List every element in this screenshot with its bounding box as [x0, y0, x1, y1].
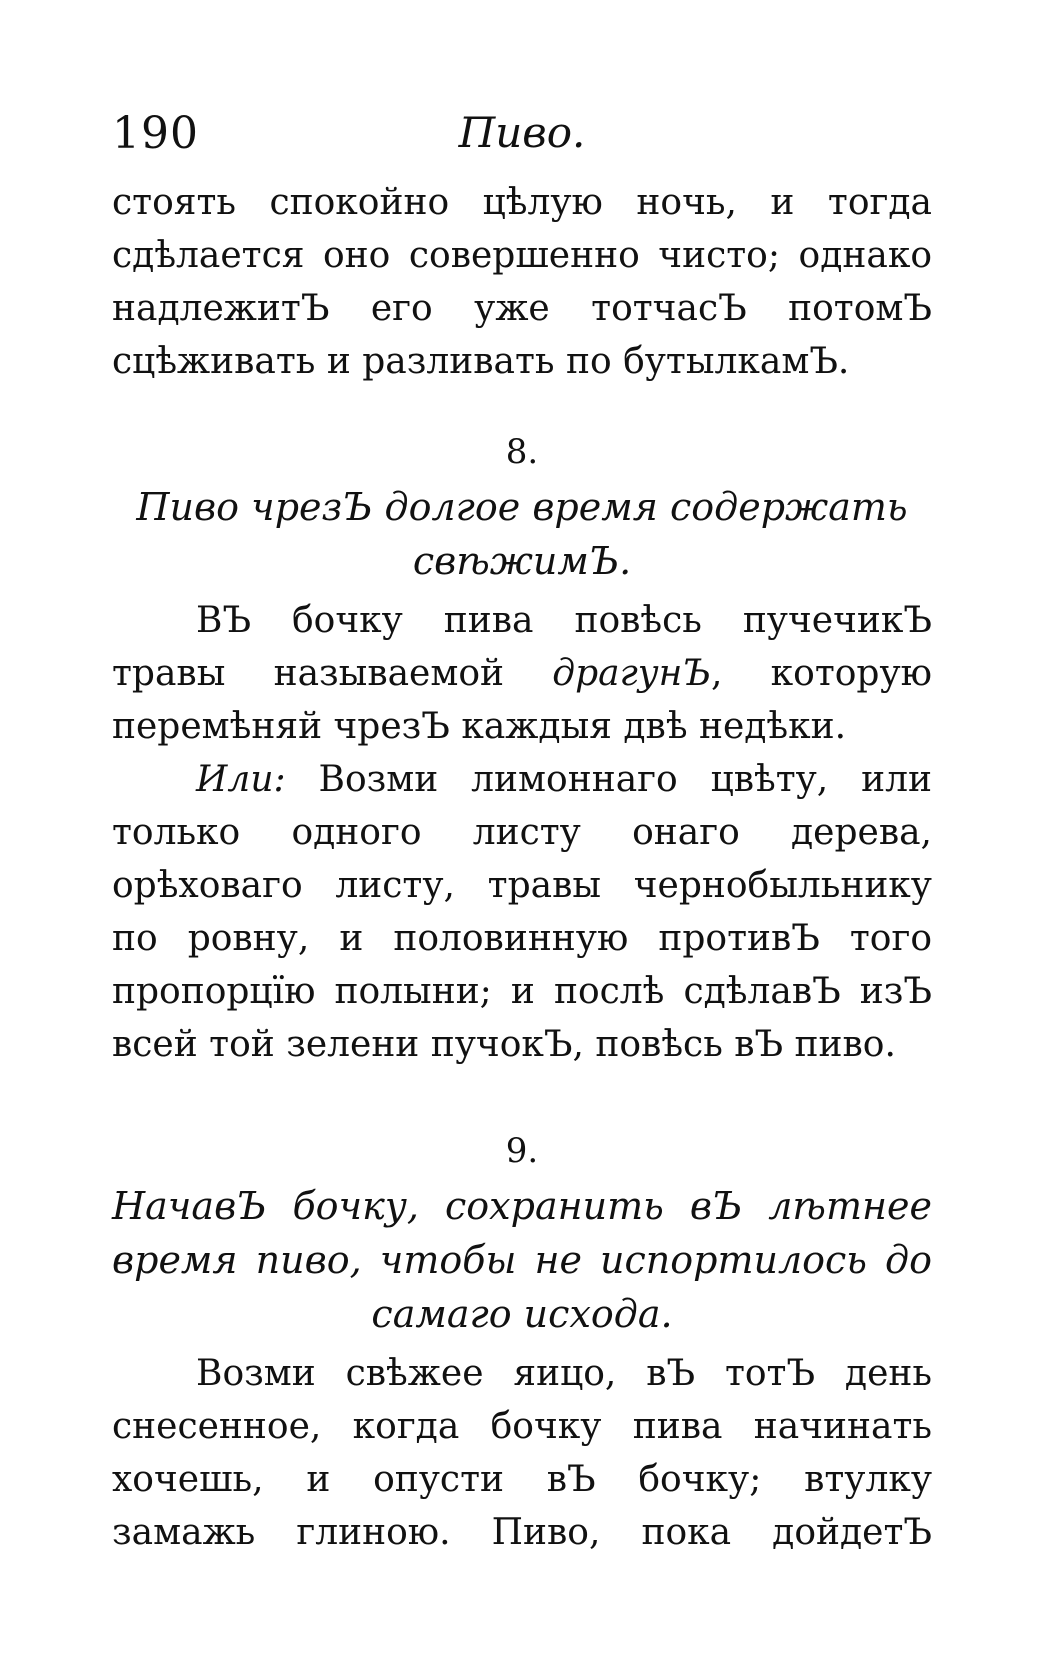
italic-lead: Или: — [196, 759, 286, 800]
paragraph-8-2 — [112, 753, 932, 1071]
running-title: Пиво. — [458, 108, 586, 157]
page-number: 190 — [112, 108, 199, 159]
heading-line: свѣжимЪ. — [412, 539, 632, 583]
text-line: только одного листу онаго дерева, — [112, 812, 932, 853]
heading-line: Пиво чрезЪ долгое время содержать — [136, 485, 908, 529]
text-line: всей той зелени пучокЪ, повѣсь вЪ пиво. — [112, 1024, 896, 1065]
text-line — [112, 753, 932, 806]
text-line: хочешь, и опусти вЪ бочку; втулку — [112, 1459, 932, 1500]
text-run: , которую — [710, 653, 932, 694]
text-line: перемѣняй чрезЪ каждыя двѣ недѣки. — [112, 706, 847, 747]
paragraph-8-1 — [112, 594, 932, 753]
text-line: Возми свѣжее яицо, вЪ тотЪ день — [196, 1353, 932, 1394]
running-head — [112, 96, 932, 176]
text-run: Возми лимоннаго цвѣту, или — [285, 759, 932, 800]
heading-line: время пиво, чтобы не испортилось до — [112, 1238, 932, 1282]
book-page — [112, 96, 932, 1559]
text-line: стоять спокойно цѣлую ночь, и тогда — [112, 182, 932, 223]
section-heading-9 — [112, 1179, 932, 1341]
text-line: орѣховаго листу, травы чернобыльнику — [112, 865, 932, 906]
section-number-8: 8. — [505, 432, 539, 472]
text-line: надлежитЪ его уже тотчасЪ потомЪ — [112, 288, 932, 329]
heading-line: НачавЪ бочку, сохранить вЪ лѣтнее — [112, 1184, 932, 1228]
text-run: травы называемой — [112, 653, 553, 694]
italic-term: драгунЪ — [552, 653, 711, 694]
section-number-9: 9. — [505, 1131, 539, 1171]
text-line: снесенное, когда бочку пива начинать — [112, 1406, 932, 1447]
section-heading-8 — [112, 480, 932, 588]
text-line: сдѣлается оно совершенно чисто; однако — [112, 235, 932, 276]
intro-paragraph — [112, 176, 932, 388]
text-line: сцѣживать и разливать по бутылкамЪ. — [112, 341, 850, 382]
paragraph-9-1 — [112, 1347, 932, 1559]
text-line: по ровну, и половинную противЪ того — [112, 918, 932, 959]
text-line: ВЪ бочку пива повѣсь пучечикЪ — [196, 600, 932, 641]
text-line — [112, 647, 932, 700]
text-line: замажь глиною. Пиво, пока дойдетЪ — [112, 1512, 932, 1553]
text-line: пропорцїю полыни; и послѣ сдѣлавЪ изЪ — [112, 971, 932, 1012]
heading-line: самаго исхода. — [371, 1292, 673, 1336]
